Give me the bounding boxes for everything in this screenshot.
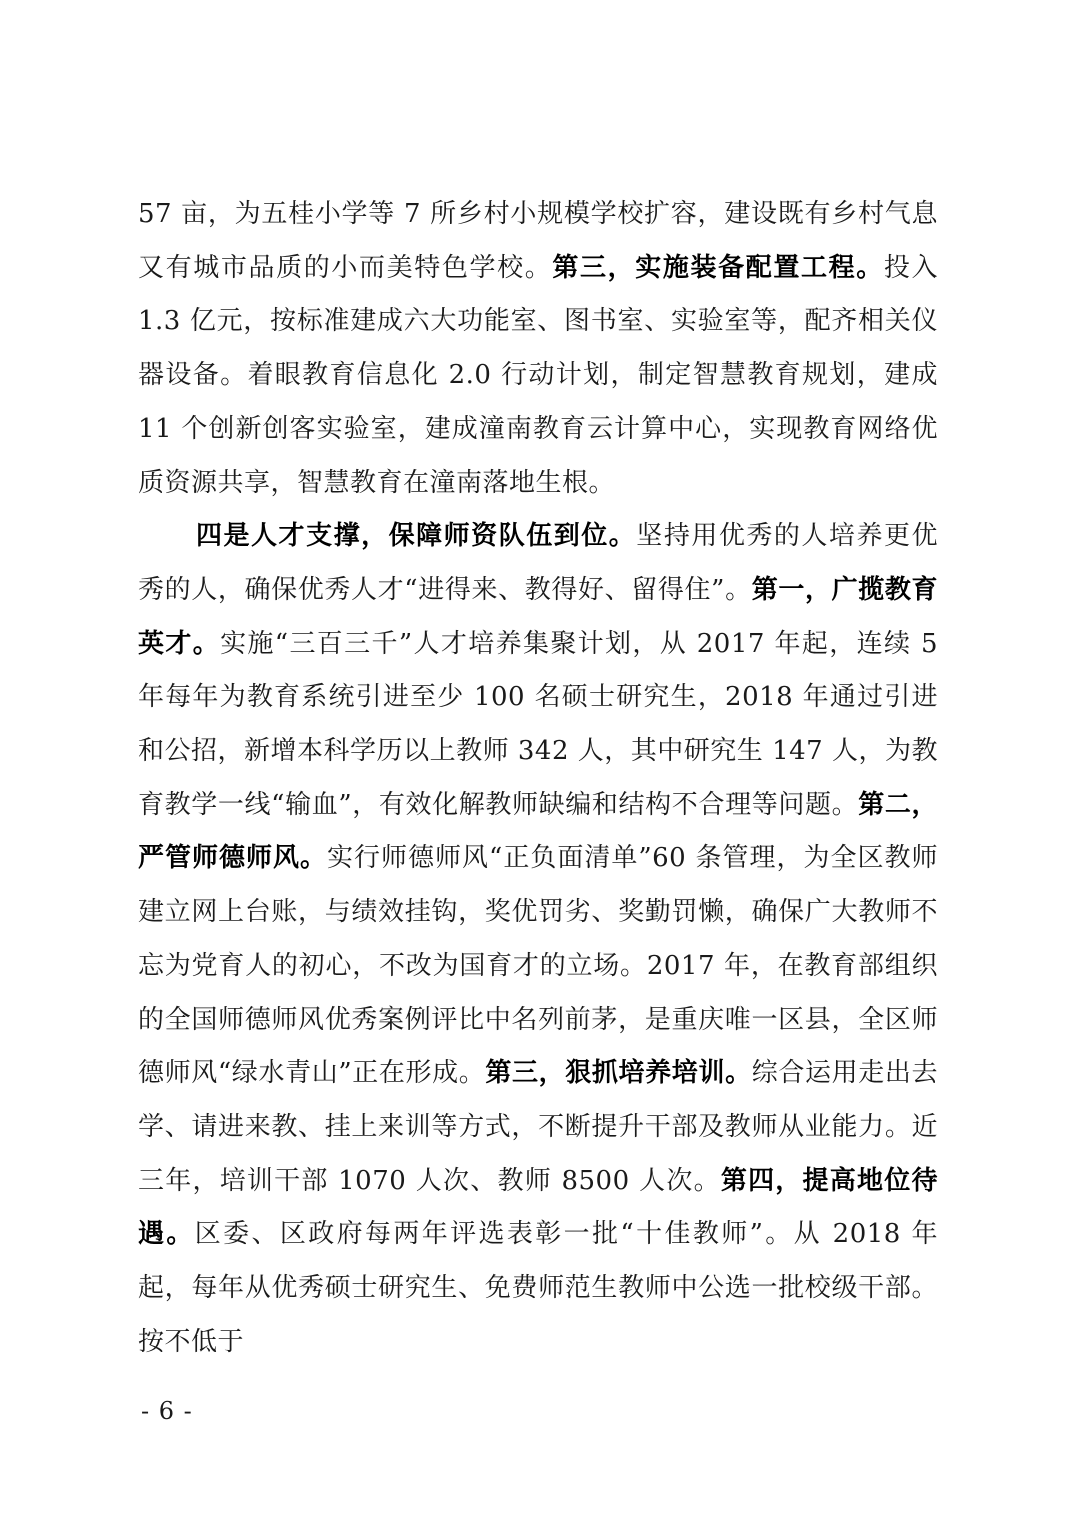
paragraph-1-text-2: 投入 1.3 亿元，按标准建成六大功能室、图书室、实验室等，配齐相关仪器设备。着眼教育信息化 2.0 行动计划，制定智慧教育规划，建成 11 个创新创客实验室，建成潼南教育云计算中心，实现教育网络优质资源共享，智慧教育在潼南落地生根。	[138, 252, 938, 498]
paragraph-1-text-1: 57 亩，为五桂小学等 7 所乡村小规模学校扩容，建设既有乡村气息又有城市品质的小而美特色学校。	[138, 199, 938, 283]
paragraph-2-heading-1: 第一，广揽教育英才。	[138, 574, 938, 659]
paragraph-1-heading-1: 第三，实施装备配置工程。	[552, 252, 884, 283]
paragraph-2-text-1: 坚持用优秀的人培养更优秀的人，确保优秀人才“进得来、教得好、留得住”。	[138, 521, 938, 605]
paragraph-2-heading-3: 第三，狠抓培养培训。	[485, 1058, 752, 1089]
paragraph-1	[138, 188, 938, 510]
paragraph-2-heading-2: 第二，严管师德师风。	[138, 789, 938, 874]
paragraph-2	[138, 510, 938, 1369]
paragraph-2-heading-4: 第四，提高地位待遇。	[138, 1165, 938, 1250]
document-body	[138, 188, 938, 1369]
paragraph-2-text-2: 实施“三百三千”人才培养集聚计划，从 2017 年起，连续 5 年每年为教育系统引进至少 100 名硕士研究生，2018 年通过引进和公招，新增本科学历以上教师 342 人，其中研究生 147 人，为教育教学一线“输血”，有效化解教师缺编和结构不合理等问题。	[138, 628, 938, 820]
paragraph-2-text-3: 实行师德师风“正负面清单”60 条管理，为全区教师建立网上台账，与绩效挂钩，奖优罚劣、奖勤罚懒，确保广大教师不忘为党育人的初心，不改为国育才的立场。2017 年，在教育部组织的全国师德师风优秀案例评比中名列前茅，是重庆唯一区县，全区师德师风“绿水青山”正在形成。	[138, 843, 938, 1089]
page-number: - 6 -	[141, 1397, 193, 1425]
paragraph-2-text-5: 区委、区政府每两年评选表彰一批“十佳教师”。从 2018 年起，每年从优秀硕士研究生、免费师范生教师中公选一批校级干部。按不低于	[138, 1219, 938, 1357]
paragraph-2-heading-main: 四是人才支撑，保障师资队伍到位。	[196, 521, 637, 552]
paragraph-2-text-4: 综合运用走出去学、请进来教、挂上来训等方式，不断提升干部及教师从业能力。近三年，培训干部 1070 人次、教师 8500 人次。	[138, 1058, 938, 1196]
